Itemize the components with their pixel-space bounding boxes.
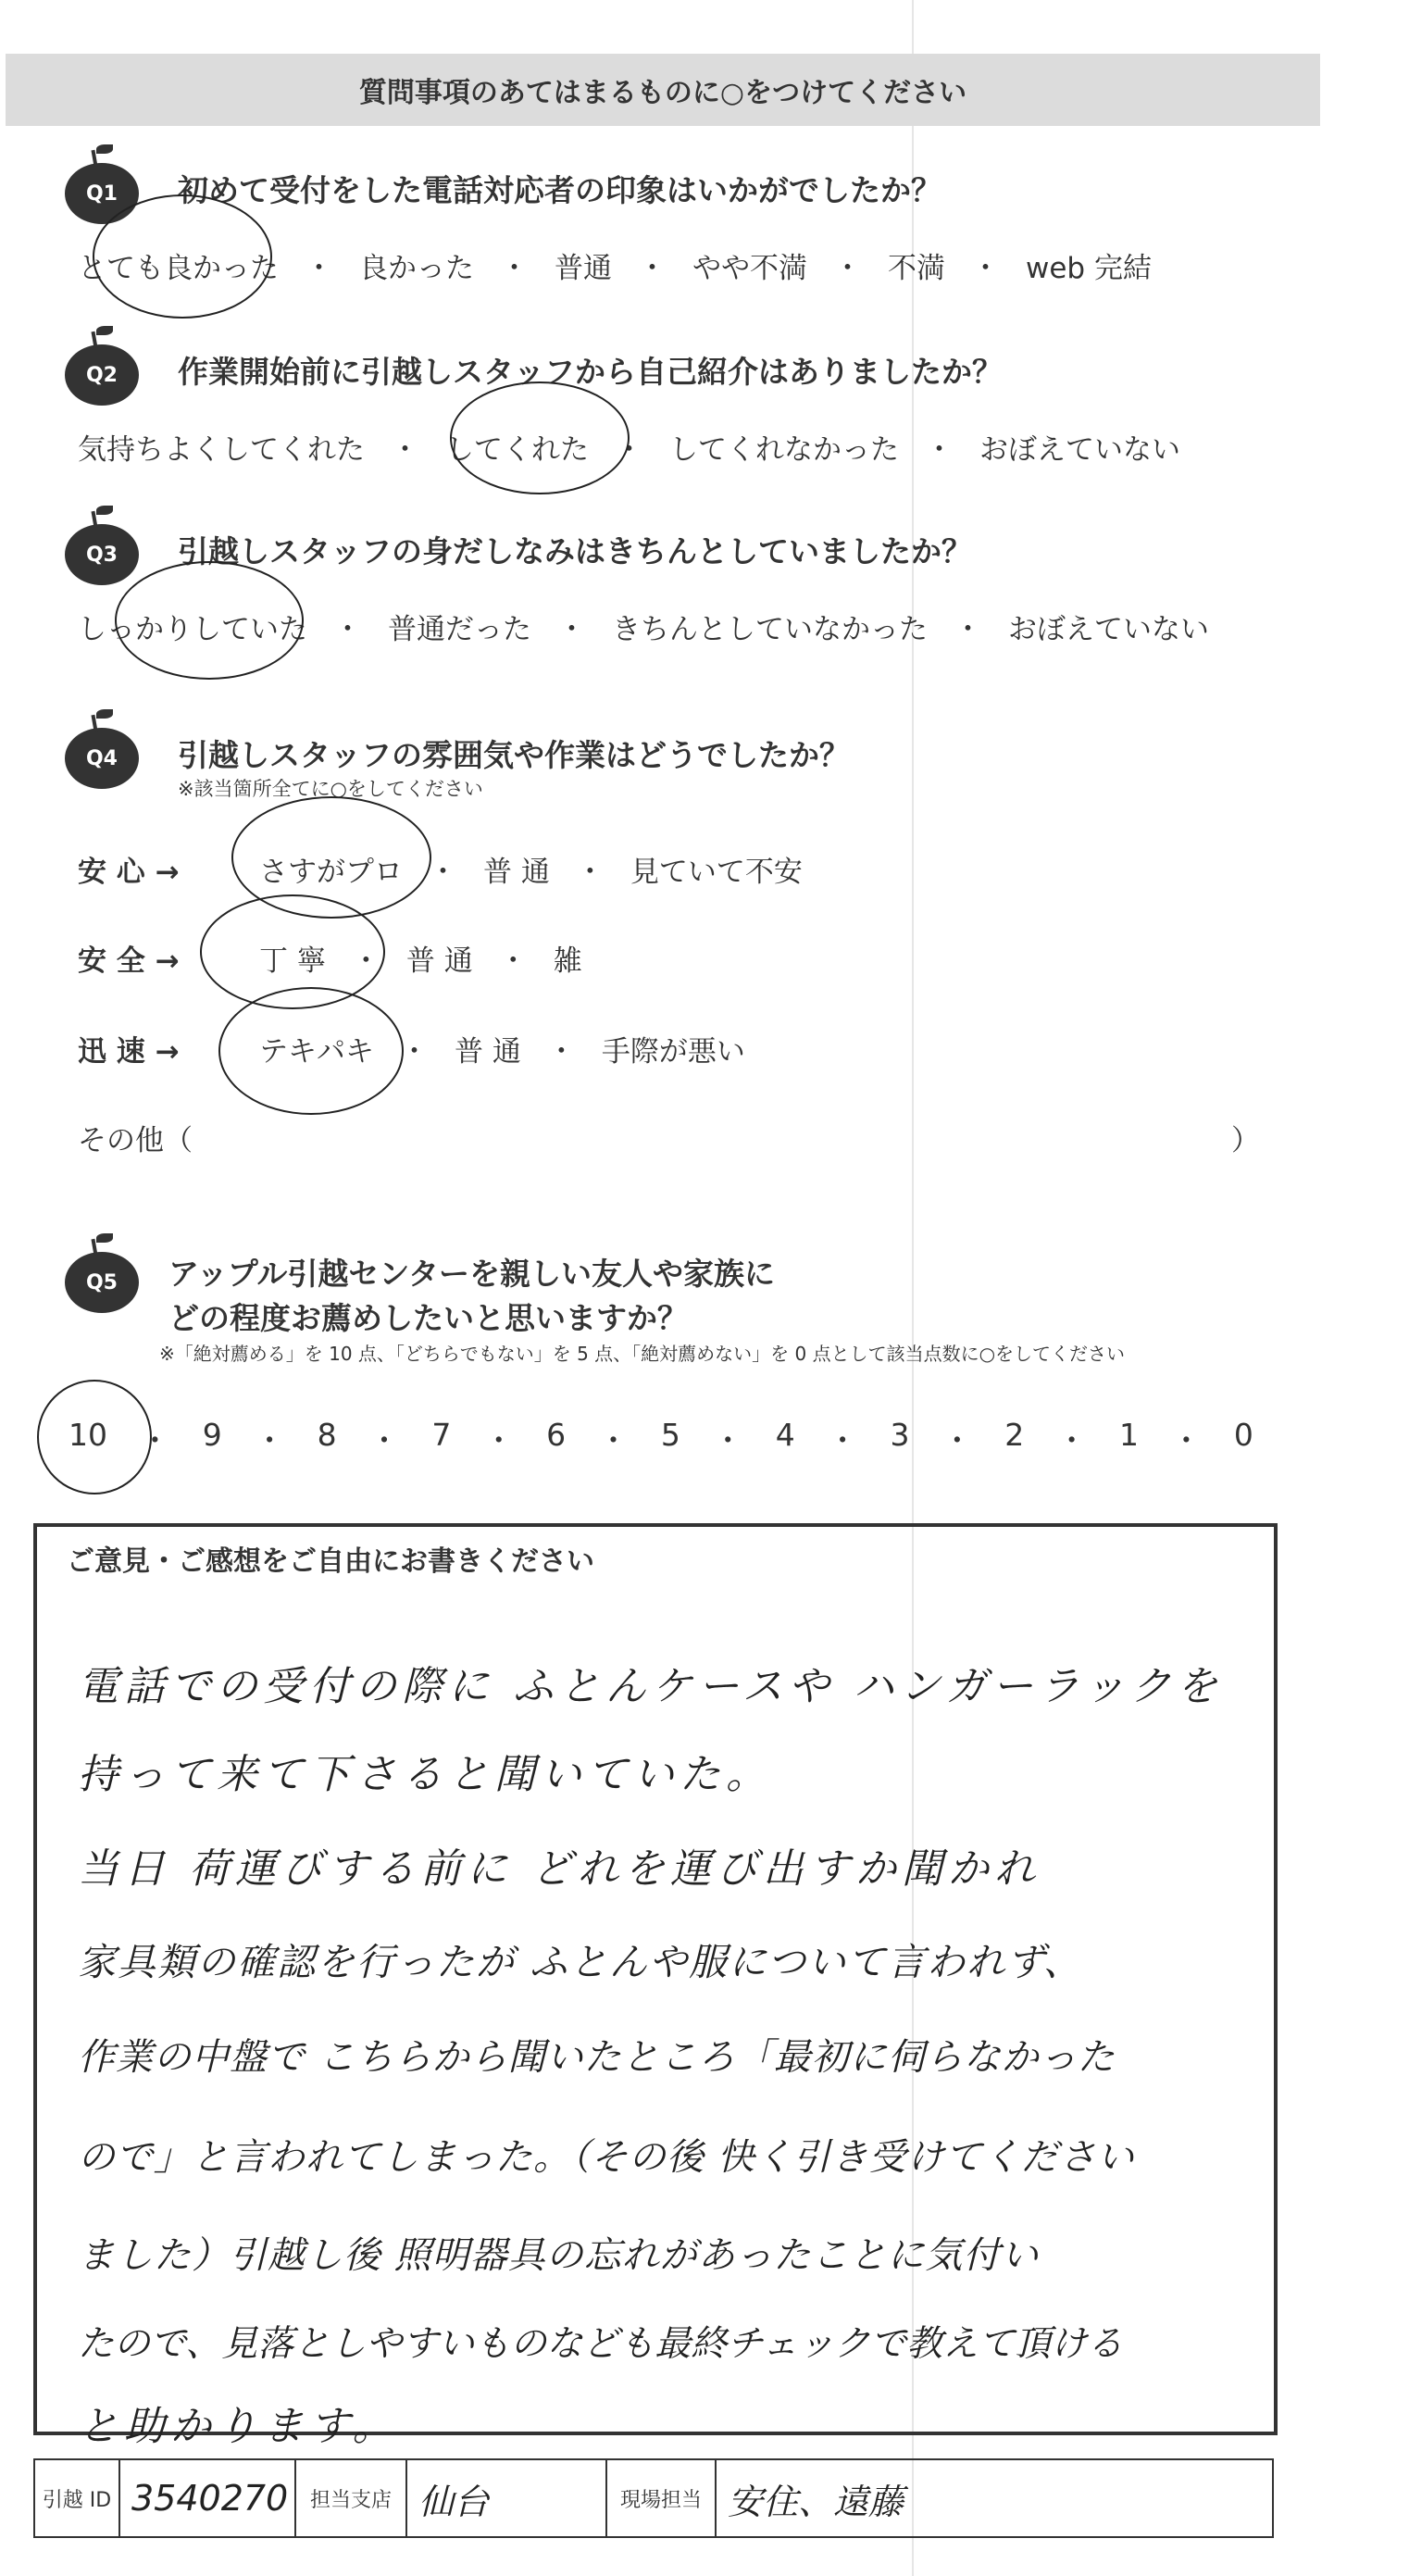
q4-other-field[interactable] (204, 1122, 1222, 1156)
comment-line-7: ました）引越し後 照明器具の忘れがあったことに気付い (78, 2234, 1040, 2277)
q1-badge: Q1 (65, 163, 139, 224)
q4-row-3-option-3[interactable]: 手際が悪い (601, 1035, 745, 1069)
q4-row-3-options: テキパキ ・ 普 通 ・ 手際が悪い (259, 1028, 745, 1069)
q5-score-7[interactable]: 7 (431, 1417, 452, 1453)
q2-option-2[interactable]: してくれた (445, 433, 589, 467)
q1-option-6[interactable]: web 完結 (1026, 252, 1152, 285)
q2-option-3[interactable]: してくれなかった (669, 433, 899, 467)
footer-table (33, 2458, 1274, 2538)
q4-row-1-options: さすがプロ ・ 普 通 ・ 見ていて不安 (259, 848, 803, 890)
q5-score-6[interactable]: 6 (546, 1417, 567, 1453)
comment-line-5: 作業の中盤で こちらから聞いたところ「最初に伺らなかった (78, 2036, 1116, 2079)
q2-title: 作業開始前に引越しスタッフから自己紹介はありましたか？ (178, 354, 1003, 390)
form-header-title: 質問事項のあてはまるものに○をつけてください (358, 77, 967, 109)
q5-score-8[interactable]: 8 (317, 1417, 337, 1453)
q3-option-1[interactable]: しっかりしていた (78, 613, 307, 646)
q4-row-2-option-2[interactable]: 普 通 (405, 944, 473, 978)
q5-score-1[interactable]: 1 (1119, 1417, 1140, 1453)
q3-options: しっかりしていた ・ 普通だった ・ きちんとしていなかった ・ おぼえていない (78, 606, 1209, 647)
comment-line-1: 電話での受付の際に ふとんケースや ハンガーラックを (78, 1663, 1223, 1710)
q5-score-5[interactable]: 5 (660, 1417, 680, 1453)
footer-staff-label: 現場担当 (607, 2460, 717, 2536)
q2-options: 気持ちよくしてくれた ・ してくれた ・ してくれなかった ・ おぼえていない (78, 426, 1180, 468)
q4-row-3-option-1[interactable]: テキパキ (259, 1035, 374, 1069)
q4-badge: Q4 (65, 728, 139, 789)
q4-row-3-label: 迅 速 → (78, 1035, 180, 1069)
q4-other-label: その他（ (78, 1124, 193, 1157)
footer-branch-label: 担当支店 (296, 2460, 407, 2536)
q1-option-5[interactable]: 不満 (888, 252, 945, 285)
q4-row-2-option-3[interactable]: 雑 (553, 944, 582, 978)
q3-badge: Q3 (65, 524, 139, 585)
q4-row-3-selection-circle (218, 987, 404, 1115)
q5-title-line-2: どの程度お薦めしたいと思いますか？ (168, 1300, 688, 1336)
q3-selection-circle (115, 561, 304, 680)
q4-row-2-label: 安 全 → (78, 944, 180, 978)
q1-option-2[interactable]: 良かった (359, 252, 474, 285)
q1-selection-circle (93, 194, 272, 319)
q5-badge: Q5 (65, 1252, 139, 1313)
q5-score-3[interactable]: 3 (890, 1417, 910, 1453)
comment-line-8: たので、見落としやすいものなども最終チェックで教えて頂ける (78, 2323, 1124, 2365)
q4-row-1-option-1[interactable]: さすがプロ (259, 856, 403, 889)
q5-score-4[interactable]: 4 (775, 1417, 795, 1453)
form-header (6, 54, 1320, 126)
comment-line-6: ので」と言われてしまった。（その後 快く引き受けてください (78, 2136, 1135, 2179)
q1-option-3[interactable]: 普通 (555, 252, 612, 285)
q5-score-10[interactable]: 10 (69, 1417, 107, 1453)
q4-row-2-options: 丁 寧 ・ 普 通 ・ 雑 (259, 937, 582, 979)
q4-other-close: ） (1231, 1124, 1260, 1157)
q3-option-2[interactable]: 普通だった (388, 613, 531, 646)
comment-line-9: と助かります。 (78, 2403, 399, 2450)
q1-options: とても良かった ・ 良かった ・ 普通 ・ やや不満 ・ 不満 ・ web 完結 (78, 244, 1152, 286)
q5-title-line-1: アップル引越センターを親しい友人や家族に (168, 1256, 776, 1292)
q5-score-9[interactable]: 9 (202, 1417, 222, 1453)
q2-selection-circle (450, 381, 630, 494)
comments-title: ご意見・ご感想をご自由にお書きください (67, 1545, 594, 1578)
q4-row-1-option-2[interactable]: 普 通 (483, 856, 550, 889)
q4-title: 引越しスタッフの雰囲気や作業はどうでしたか？ (178, 737, 850, 773)
footer-staff-value[interactable]: 安住、遠藤 (728, 2481, 904, 2522)
comment-line-4: 家具類の確認を行ったが ふとんや服について言われず、 (78, 1940, 1083, 1984)
footer-branch-value[interactable]: 仙台 (407, 2460, 607, 2536)
q2-option-4[interactable]: おぼえていない (979, 433, 1180, 467)
q3-title: 引越しスタッフの身だしなみはきちんとしていましたか？ (178, 533, 972, 569)
q4-row-1-label: 安 心 → (78, 856, 180, 889)
q2-badge: Q2 (65, 344, 139, 406)
footer-id-value[interactable]: 3540270 (120, 2460, 296, 2536)
q5-scale: 10 ・ 9 ・ 8 ・ 7 ・ 6 ・ 5 ・ 4 ・ 3 ・ 2 ・ 1 ・ 0 (69, 1417, 1253, 1458)
q4-row-2-option-1[interactable]: 丁 寧 (259, 944, 326, 978)
q4-row-1-option-3[interactable]: 見ていて不安 (630, 856, 803, 889)
q3-option-3[interactable]: きちんとしていなかった (612, 613, 928, 646)
q5-score-2[interactable]: 2 (1004, 1417, 1025, 1453)
comment-line-3: 当日 荷運びする前に どれを運び出すか聞かれ (78, 1845, 1041, 1893)
comment-line-2: 持って来て下さると聞いていた。 (78, 1751, 772, 1798)
q5-selection-circle (37, 1380, 152, 1494)
q1-option-4[interactable]: やや不満 (692, 252, 807, 285)
q1-option-1[interactable]: とても良かった (78, 252, 279, 285)
q3-option-4[interactable]: おぼえていない (1008, 613, 1209, 646)
q4-row-3-option-2[interactable]: 普 通 (455, 1035, 521, 1069)
q4-note: ※該当箇所全てに○をしてください (178, 778, 483, 800)
q1-title: 初めて受付をした電話対応者の印象はいかがでしたか？ (178, 172, 941, 208)
q2-option-1[interactable]: 気持ちよくしてくれた (78, 433, 365, 467)
q5-score-0[interactable]: 0 (1233, 1417, 1253, 1453)
q5-note: ※「絶対薦める」を 10 点、「どちらでもない」を 5 点、「絶対薦めない」を 0 点として該当点数に○をしてください (159, 1343, 1126, 1365)
footer-id-label: 引越 ID (35, 2460, 120, 2536)
